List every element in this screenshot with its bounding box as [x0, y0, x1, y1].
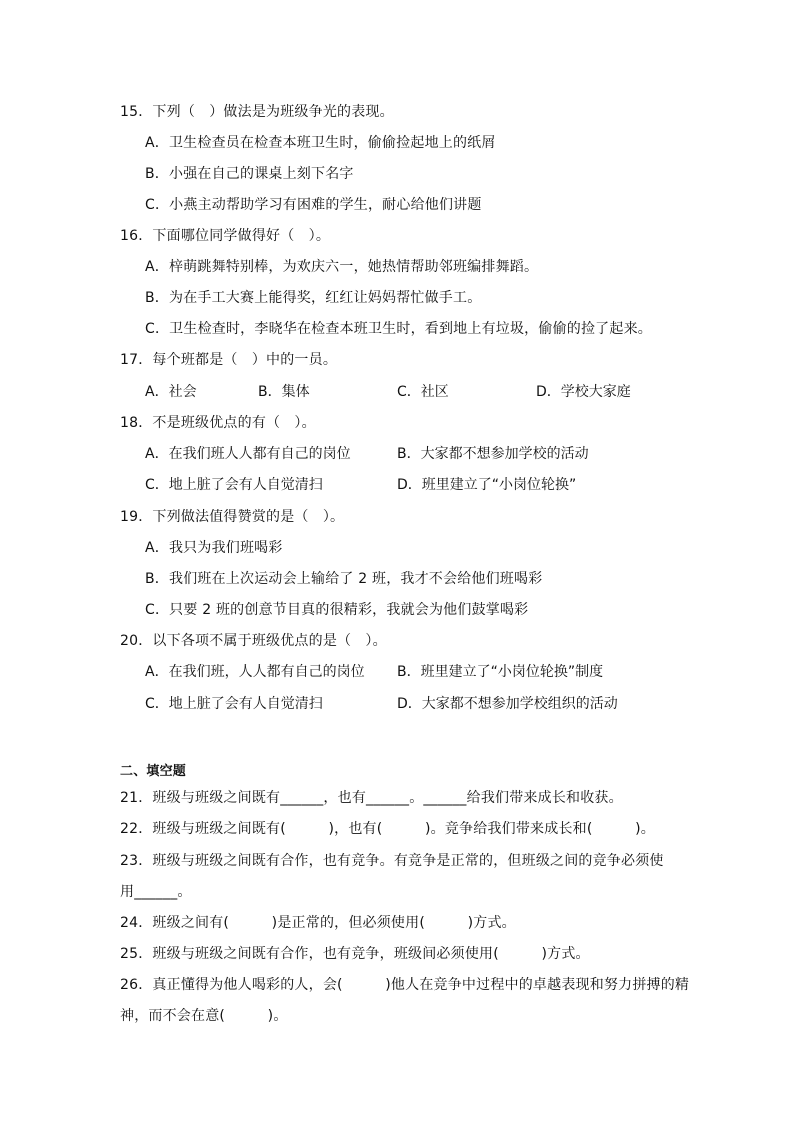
question-16-option-a: A．梓萌跳舞特别棒，为欢庆六一，她热情帮助邻班编排舞蹈。: [145, 259, 539, 275]
question-17-option-c: C．社区: [397, 384, 449, 400]
question-20-option-b: B．班里建立了“小岗位轮换”制度: [397, 664, 604, 680]
question-16-option-b: B．为在手工大赛上能得奖，红红让妈妈帮忙做手工。: [145, 290, 482, 306]
question-21: 21．班级与班级之间既有______，也有______。______给我们带来成长和收获。: [120, 790, 623, 806]
question-23-line-1: 23．班级与班级之间既有合作，也有竞争。有竞争是正常的，但班级之间的竞争必须使: [120, 853, 664, 869]
question-16-stem: 16．下面哪位同学做得好（ ）。: [120, 228, 331, 244]
question-15-stem: 15．下列（ ）做法是为班级争光的表现。: [120, 104, 394, 120]
question-18-stem: 18．不是班级优点的有（ ）。: [120, 415, 316, 431]
question-18-option-c: C．地上脏了会有人自觉清扫: [145, 477, 323, 493]
question-18-option-d: D．班里建立了“小岗位轮换”: [397, 477, 577, 493]
question-16-option-c: C．卫生检查时，李晓华在检查本班卫生时，看到地上有垃圾，偷偷的捡了起来。: [145, 321, 652, 337]
section-title-fill-in: 二、填空题: [120, 764, 187, 779]
question-15-option-a: A．卫生检查员在检查本班卫生时，偷偷捡起地上的纸屑: [145, 135, 496, 151]
question-19-option-c: C．只要 2 班的创意节目真的很精彩，我就会为他们鼓掌喝彩: [145, 602, 529, 618]
question-20-option-a: A．在我们班，人人都有自己的岗位: [145, 664, 365, 680]
question-17-option-a: A．社会: [145, 384, 197, 400]
question-22: 22．班级与班级之间既有( )，也有( )。竞争给我们带来成长和( )。: [120, 821, 655, 837]
question-25: 25．班级与班级之间既有合作，也有竞争，班级间必须使用( )方式。: [120, 946, 590, 962]
question-24: 24．班级之间有( )是正常的，但必须使用( )方式。: [120, 915, 516, 931]
question-20-stem: 20．以下各项不属于班级优点的是（ ）。: [120, 633, 387, 649]
question-19-option-a: A．我只为我们班喝彩: [145, 540, 283, 556]
question-20-option-d: D．大家都不想参加学校组织的活动: [397, 696, 618, 712]
question-17-stem: 17．每个班都是（ ）中的一员。: [120, 352, 338, 368]
question-15-option-c: C．小燕主动帮助学习有困难的学生，耐心给他们讲题: [145, 197, 482, 213]
question-15-option-b: B．小强在自己的课桌上刻下名字: [145, 166, 354, 182]
question-26-line-1: 26．真正懂得为他人喝彩的人，会( )他人在竞争中过程中的卓越表现和努力拼搏的精: [120, 977, 690, 993]
question-23-line-2: 用______。: [120, 884, 192, 900]
question-17-option-b: B．集体: [258, 384, 310, 400]
question-20-option-c: C．地上脏了会有人自觉清扫: [145, 696, 323, 712]
question-18-option-a: A．在我们班人人都有自己的岗位: [145, 446, 351, 462]
question-18-option-b: B．大家都不想参加学校的活动: [397, 446, 589, 462]
question-19-option-b: B．我们班在上次运动会上输给了 2 班，我才不会给他们班喝彩: [145, 571, 543, 587]
question-19-stem: 19．下列做法值得赞赏的是（ ）。: [120, 509, 345, 525]
question-17-option-d: D．学校大家庭: [536, 384, 631, 400]
question-26-line-2: 神，而不会在意( )。: [120, 1008, 288, 1024]
